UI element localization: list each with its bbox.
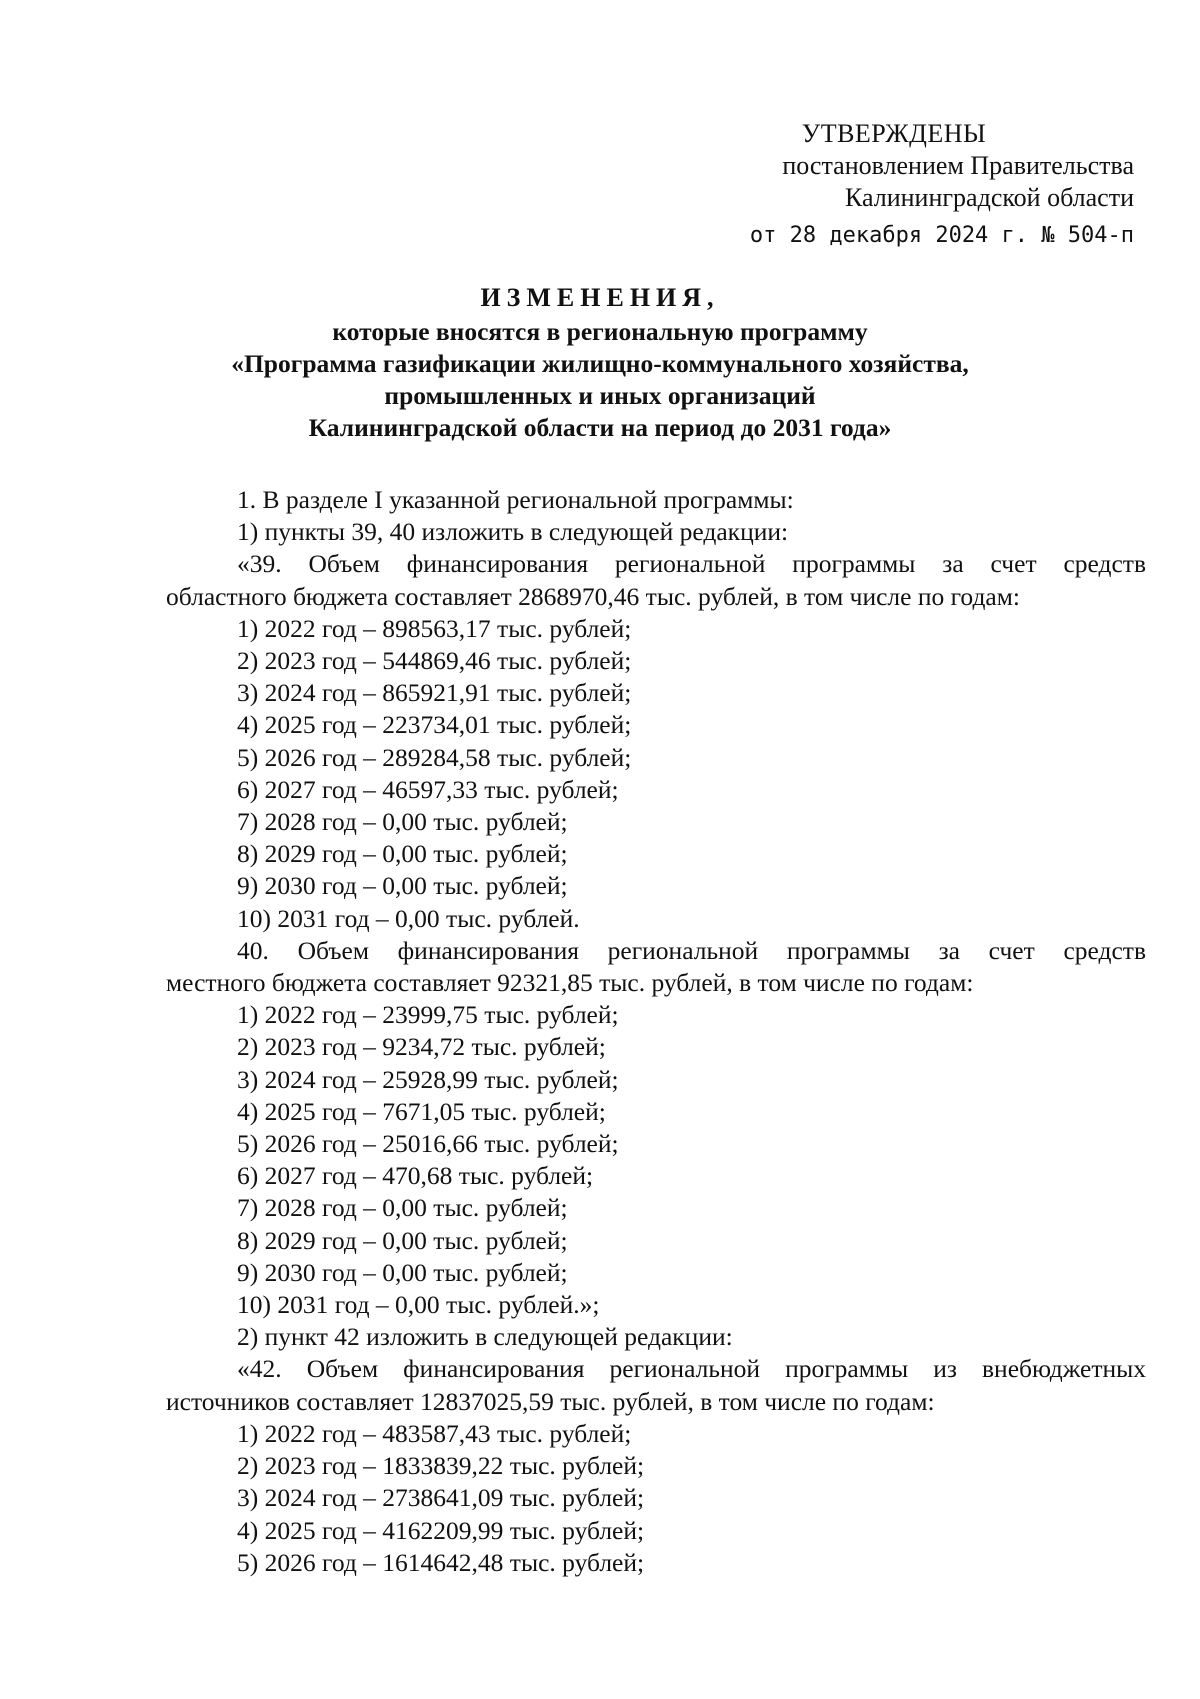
- list-item: 3) 2024 год – 25928,99 тыс. рублей;: [237, 1064, 619, 1094]
- point-42-list: [166, 1418, 1146, 1579]
- list-item: 3) 2024 год – 2738641,09 тыс. рублей;: [237, 1483, 645, 1513]
- point-40-line-1: 40. Объем финансирования региональной программы за счет средств: [237, 935, 1146, 965]
- document-heading: [120, 282, 1080, 444]
- list-item: 9) 2030 год – 0,00 тыс. рублей;: [237, 1257, 568, 1287]
- list-item: 6) 2027 год – 470,68 тыс. рублей;: [237, 1161, 594, 1191]
- point-42-line-1: «42. Объем финансирования региональной программы из внебюджетных: [237, 1354, 1146, 1384]
- point-39-list: [166, 613, 1146, 935]
- approval-block: [614, 118, 1134, 252]
- document-body: [166, 484, 1146, 1579]
- list-item: 7) 2028 год – 0,00 тыс. рублей;: [237, 807, 568, 837]
- approval-date: от 28 декабря 2024 г. № 504-п: [749, 223, 1134, 248]
- list-item: 6) 2027 год – 46597,33 тыс. рублей;: [237, 774, 619, 804]
- heading-line-2: «Программа газификации жилищно-коммунального хозяйства,: [231, 349, 969, 378]
- list-item: 4) 2025 год – 4162209,99 тыс. рублей;: [237, 1515, 645, 1545]
- heading-line-4: Калининградской области на период до 2031 года»: [308, 413, 892, 442]
- point-42-line-2: источников составляет 12837025,59 тыс. рублей, в том числе по годам:: [166, 1386, 935, 1416]
- list-item: 8) 2029 год – 0,00 тыс. рублей;: [237, 1225, 568, 1255]
- list-item: 4) 2025 год – 7671,05 тыс. рублей;: [237, 1096, 606, 1126]
- list-item: 1) 2022 год – 483587,43 тыс. рублей;: [237, 1418, 632, 1448]
- heading-line-1: которые вносятся в региональную программу: [332, 317, 868, 346]
- list-item: 2) 2023 год – 1833839,22 тыс. рублей;: [237, 1451, 645, 1481]
- list-item: 8) 2029 год – 0,00 тыс. рублей;: [237, 839, 568, 869]
- point-40-line-2: местного бюджета составляет 92321,85 тыс. рублей, в том числе по годам:: [166, 968, 974, 998]
- subitem-2-intro: 2) пункт 42 изложить в следующей редакции:: [237, 1322, 733, 1352]
- heading-line-3: промышленных и иных организаций: [384, 381, 816, 410]
- list-item: 1) 2022 год – 23999,75 тыс. рублей;: [237, 1000, 619, 1030]
- section-1-intro: 1. В разделе I указанной региональной программы:: [237, 485, 794, 514]
- list-item: 10) 2031 год – 0,00 тыс. рублей.»;: [237, 1290, 600, 1320]
- list-item: 5) 2026 год – 289284,58 тыс. рублей;: [237, 742, 632, 772]
- subitem-1-intro: 1) пункты 39, 40 изложить в следующей редакции:: [237, 517, 789, 547]
- approval-line-1: постановлением Правительства: [782, 151, 1134, 180]
- list-item: 3) 2024 год – 865921,91 тыс. рублей;: [237, 678, 632, 708]
- list-item: 1) 2022 год – 898563,17 тыс. рублей;: [237, 613, 632, 643]
- list-item: 2) 2023 год – 9234,72 тыс. рублей;: [237, 1032, 606, 1062]
- list-item: 10) 2031 год – 0,00 тыс. рублей.: [237, 903, 580, 933]
- list-item: 9) 2030 год – 0,00 тыс. рублей;: [237, 871, 568, 901]
- heading-main: ИЗМЕНЕНИЯ,: [480, 283, 720, 312]
- approval-title: УТВЕРЖДЕНЫ: [801, 119, 987, 148]
- point-39-line-2: областного бюджета составляет 2868970,46 тыс. рублей, в том числе по годам:: [166, 581, 1020, 611]
- list-item: 2) 2023 год – 544869,46 тыс. рублей;: [237, 646, 632, 676]
- list-item: 4) 2025 год – 223734,01 тыс. рублей;: [237, 710, 632, 740]
- list-item: 5) 2026 год – 1614642,48 тыс. рублей;: [237, 1547, 645, 1577]
- point-40-list: [166, 999, 1146, 1321]
- approval-line-2: Калининградской области: [844, 183, 1134, 212]
- list-item: 5) 2026 год – 25016,66 тыс. рублей;: [237, 1129, 619, 1159]
- point-39-line-1: «39. Объем финансирования региональной программы за счет средств: [237, 549, 1146, 579]
- list-item: 7) 2028 год – 0,00 тыс. рублей;: [237, 1193, 568, 1223]
